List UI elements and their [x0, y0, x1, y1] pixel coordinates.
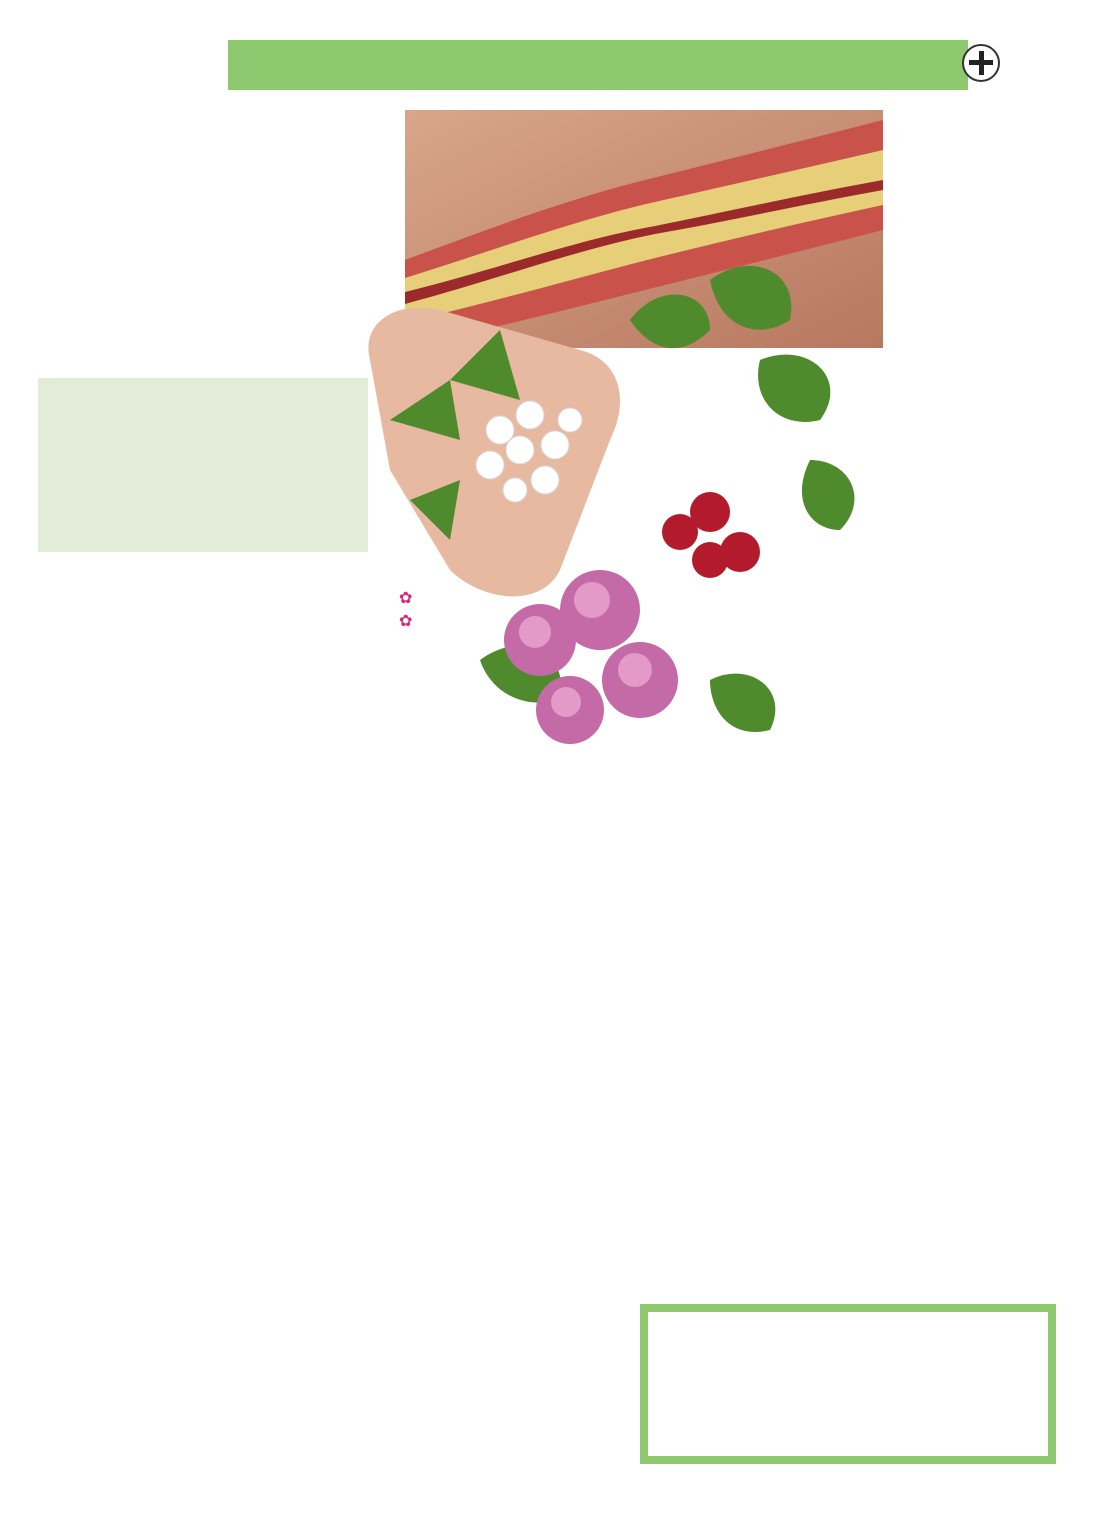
pharmacy-cross-icon [962, 44, 1000, 82]
flower-bullet-icon: ✿ [399, 590, 413, 607]
herbs-hawthorn-clover-image [330, 240, 890, 830]
recipe-2 [381, 610, 709, 633]
column-2 [381, 587, 709, 634]
rubric-title [228, 40, 968, 90]
lead-box [38, 378, 368, 552]
flower-bullet-icon: ✿ [399, 613, 413, 631]
attention-box [640, 1304, 1056, 1464]
recipe-1 [381, 587, 709, 610]
